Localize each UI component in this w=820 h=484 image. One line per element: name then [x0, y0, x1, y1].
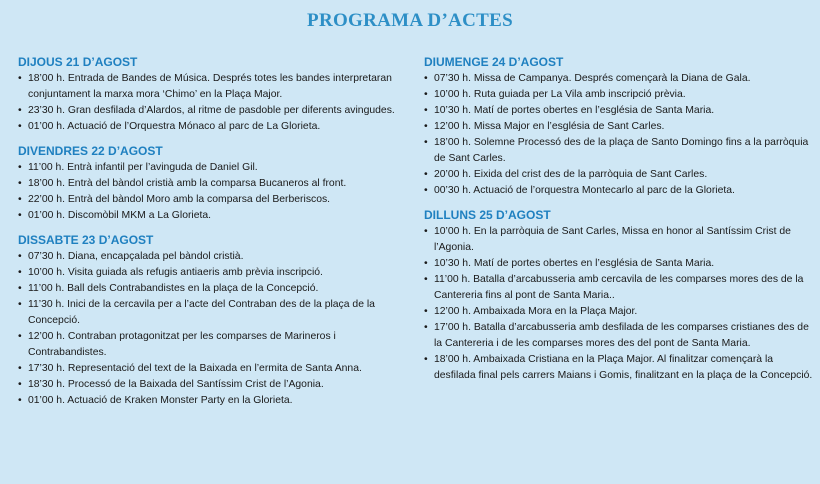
bullet-icon: •	[424, 274, 428, 285]
event-text: 17’00 h. Batalla d’arcabusseria amb desfilada de les comparses cristianes des de la Cantereria i de les comparses mores des del pont de Santa Maria.	[434, 322, 809, 349]
event-item	[18, 71, 406, 103]
event-text: 20’00 h. Eixida del crist des de la parròquia de Sant Carles.	[434, 169, 708, 180]
event-item	[424, 256, 816, 272]
event-item	[424, 167, 816, 183]
bullet-icon: •	[424, 306, 428, 317]
day-title: DIVENDRES 22 D’AGOST	[18, 144, 163, 158]
event-item	[18, 208, 406, 224]
event-text: 01’00 h. Actuació de Kraken Monster Party en la Glorieta.	[28, 395, 293, 406]
event-text: 01’00 h. Discomòbil MKM a La Glorieta.	[28, 210, 212, 221]
day-title: DISSABTE 23 D’AGOST	[18, 233, 154, 247]
event-item	[424, 71, 816, 87]
event-text: 01’00 h. Actuació de l’Orquestra Mónaco al parc de La Glorieta.	[28, 121, 321, 132]
event-text: 23’30 h. Gran desfilada d’Alardos, al ritme de pasdoble per diferents avingudes.	[28, 105, 395, 116]
event-text: 18’00 h. Solemne Processó des de la plaça de Santo Domingo fins a la parròquia de Sant Carles.	[434, 137, 809, 164]
bullet-icon: •	[424, 169, 428, 180]
event-item	[424, 183, 816, 199]
event-item	[18, 119, 406, 135]
event-list	[18, 71, 406, 135]
event-item	[424, 87, 816, 103]
bullet-icon: •	[18, 395, 22, 406]
bullet-icon: •	[18, 251, 22, 262]
event-item	[424, 304, 816, 320]
bullet-icon: •	[18, 331, 22, 342]
event-text: 11’30 h. Inici de la cercavila per a l’acte del Contraban des de la plaça de la Concepció.	[28, 299, 375, 326]
bullet-icon: •	[18, 194, 22, 205]
event-list	[424, 224, 816, 384]
bullet-icon: •	[18, 121, 22, 132]
bullet-icon: •	[424, 258, 428, 269]
day-section-dijous	[18, 54, 406, 135]
event-item	[424, 272, 816, 304]
page-title: PROGRAMA D’ACTES	[307, 10, 513, 31]
event-item	[18, 377, 406, 393]
bullet-icon: •	[424, 73, 428, 84]
event-text: 10’00 h. Ruta guiada per La Vila amb inscripció prèvia.	[434, 89, 686, 100]
bullet-icon: •	[18, 299, 22, 310]
event-text: 18’00 h. Ambaixada Cristiana en la Plaça Major. Al finalitzar començarà la desfilada final pels carrers Maians i Gomis, finalitzant en la plaça de la Concepció.	[434, 354, 813, 381]
event-text: 11’00 h. Ball dels Contrabandistes en la plaça de la Concepció.	[28, 283, 319, 294]
bullet-icon: •	[424, 137, 428, 148]
bullet-icon: •	[18, 210, 22, 221]
bullet-icon: •	[424, 354, 428, 365]
day-section-diumenge	[424, 54, 816, 199]
event-item	[424, 224, 816, 256]
event-item	[424, 320, 816, 352]
event-item	[18, 103, 406, 119]
event-text: 10’30 h. Matí de portes obertes en l’església de Santa Maria.	[434, 258, 715, 269]
event-item	[18, 329, 406, 361]
event-item	[18, 281, 406, 297]
event-text: 10’00 h. Visita guiada als refugis antiaeris amb prèvia inscripció.	[28, 267, 323, 278]
event-list	[18, 249, 406, 409]
bullet-icon: •	[18, 162, 22, 173]
event-item	[424, 119, 816, 135]
event-item	[18, 249, 406, 265]
event-text: 18’00 h. Entrada de Bandes de Música. Després totes les bandes interpretaran conjuntament la marxa mora ‘Chimo’ en la Plaça Major.	[28, 73, 392, 100]
bullet-icon: •	[18, 267, 22, 278]
bullet-icon: •	[18, 178, 22, 189]
event-text: 07’30 h. Diana, encapçalada pel bàndol cristià.	[28, 251, 244, 262]
day-section-dissabte	[18, 232, 406, 409]
bullet-icon: •	[18, 105, 22, 116]
event-item	[18, 297, 406, 329]
bullet-icon: •	[18, 363, 22, 374]
event-text: 12’00 h. Missa Major en l’església de Sant Carles.	[434, 121, 665, 132]
bullet-icon: •	[424, 105, 428, 116]
left-column	[18, 54, 406, 417]
event-item	[18, 176, 406, 192]
event-list	[424, 71, 816, 199]
event-text: 18’30 h. Processó de la Baixada del Santíssim Crist de l’Agonia.	[28, 379, 324, 390]
event-item	[424, 352, 816, 384]
event-text: 18’00 h. Entrà del bàndol cristià amb la comparsa Bucaneros al front.	[28, 178, 347, 189]
event-text: 10’30 h. Matí de portes obertes en l’església de Santa Maria.	[434, 105, 715, 116]
bullet-icon: •	[18, 283, 22, 294]
event-list	[18, 160, 406, 224]
event-item	[424, 103, 816, 119]
event-item	[18, 160, 406, 176]
event-item	[18, 192, 406, 208]
event-text: 22’00 h. Entrà del bàndol Moro amb la comparsa del Berberiscos.	[28, 194, 331, 205]
event-text: 00’30 h. Actuació de l’orquestra Montecarlo al parc de la Glorieta.	[434, 185, 735, 196]
event-text: 11’00 h. Entrà infantil per l’avinguda de Daniel Gil.	[28, 162, 258, 173]
event-text: 17’30 h. Representació del text de la Baixada en l’ermita de Santa Anna.	[28, 363, 362, 374]
bullet-icon: •	[424, 226, 428, 237]
event-text: 07’30 h. Missa de Campanya. Després començarà la Diana de Gala.	[434, 73, 751, 84]
bullet-icon: •	[18, 73, 22, 84]
bullet-icon: •	[424, 322, 428, 333]
right-column	[424, 54, 816, 392]
day-title: DILLUNS 25 D’AGOST	[424, 208, 551, 222]
day-title: DIUMENGE 24 D’AGOST	[424, 55, 564, 69]
bullet-icon: •	[18, 379, 22, 390]
event-text: 12’00 h. Ambaixada Mora en la Plaça Major.	[434, 306, 638, 317]
event-item	[18, 265, 406, 281]
event-item	[18, 361, 406, 377]
day-section-divendres	[18, 143, 406, 224]
event-text: 10’00 h. En la parròquia de Sant Carles, Missa en honor al Santíssim Crist de l’Agonia.	[434, 226, 791, 253]
bullet-icon: •	[424, 121, 428, 132]
day-title: DIJOUS 21 D’AGOST	[18, 55, 138, 69]
event-item	[424, 135, 816, 167]
event-item	[18, 393, 406, 409]
event-text: 11’00 h. Batalla d’arcabusseria amb cercavila de les comparses mores des de la Cantereria fins al pont de Santa Maria..	[434, 274, 804, 301]
bullet-icon: •	[424, 89, 428, 100]
day-section-dilluns	[424, 207, 816, 384]
event-text: 12’00 h. Contraban protagonitzat per les comparses de Marineros i Contrabandistes.	[28, 331, 336, 358]
bullet-icon: •	[424, 185, 428, 196]
